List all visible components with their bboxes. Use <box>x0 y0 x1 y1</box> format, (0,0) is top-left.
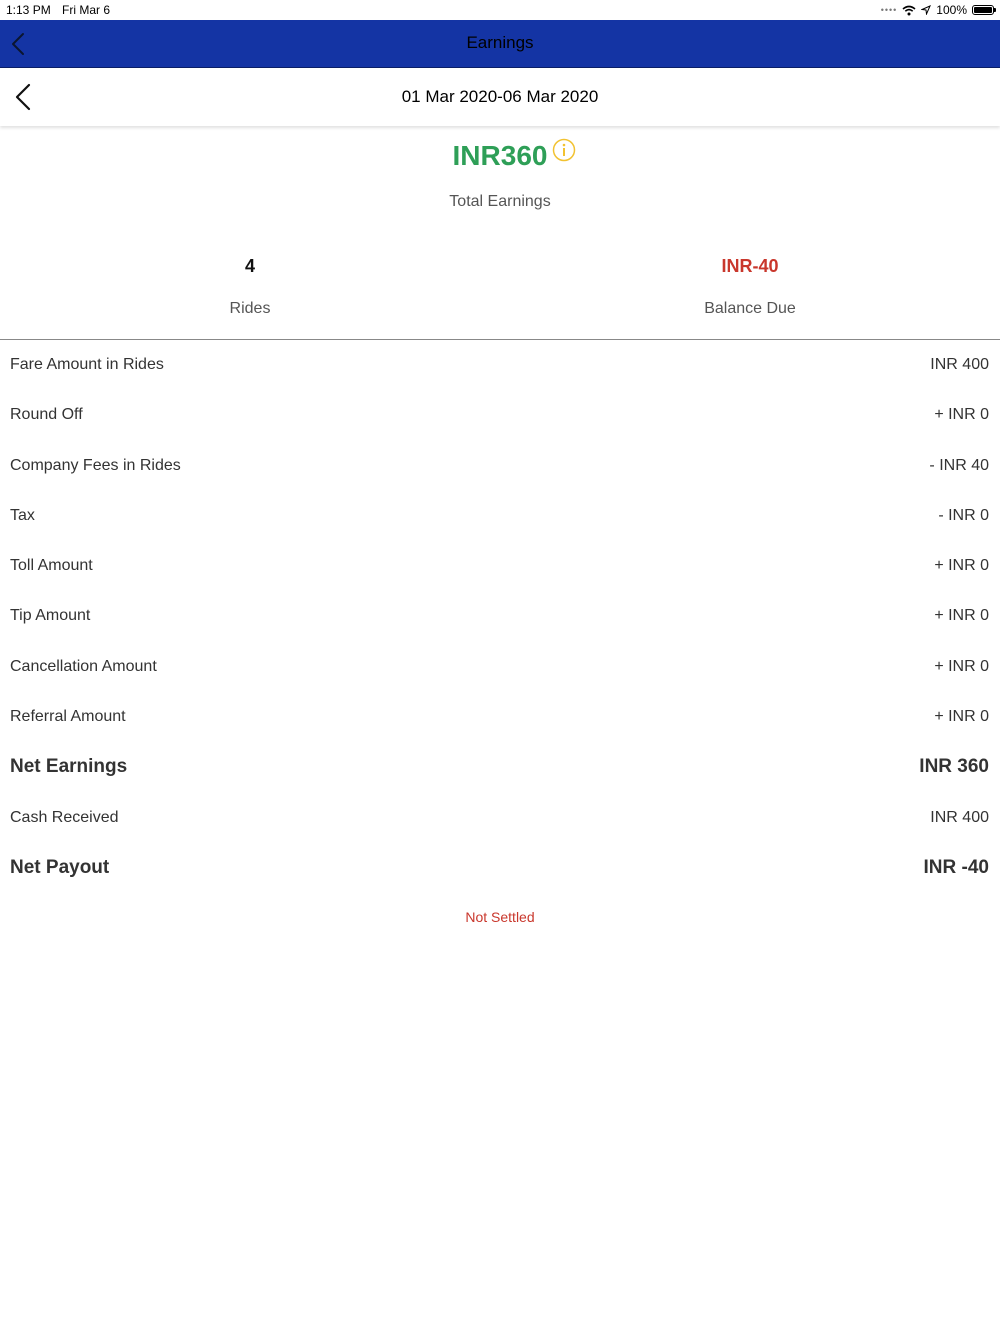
row-label: Company Fees in Rides <box>10 456 181 474</box>
cash-received-row <box>0 793 1000 843</box>
balance-due-amount: INR-40 <box>721 256 779 276</box>
net-payout-row <box>0 843 1000 893</box>
row-value: + INR 0 <box>934 708 989 726</box>
page-title: Earnings <box>466 33 534 52</box>
round-off-row <box>0 390 1000 440</box>
total-earnings-row <box>0 140 1000 172</box>
row-value: - INR 0 <box>938 506 989 524</box>
row-value: INR 400 <box>930 808 989 826</box>
row-label: Tax <box>10 506 35 524</box>
balance-due-label: Balance Due <box>704 300 796 317</box>
row-label: Tip Amount <box>10 607 91 625</box>
row-label: Cash Received <box>10 808 119 826</box>
row-label: Net Earnings <box>10 756 128 778</box>
fare-amount-row <box>0 340 1000 390</box>
wifi-icon <box>902 5 916 16</box>
info-icon[interactable] <box>552 138 576 162</box>
earnings-breakdown <box>0 340 1000 893</box>
rides-stat <box>0 256 500 318</box>
rides-label: Rides <box>229 300 271 317</box>
signal-icon: •••• <box>880 5 898 15</box>
row-value: + INR 0 <box>934 607 989 625</box>
battery-fill <box>974 7 992 13</box>
row-value: + INR 0 <box>934 657 989 675</box>
row-label: Toll Amount <box>10 557 93 575</box>
toll-amount-row <box>0 541 1000 591</box>
nav-bar <box>0 20 1000 68</box>
row-label: Net Payout <box>10 856 110 878</box>
row-label: Referral Amount <box>10 708 126 726</box>
total-earnings-label: Total Earnings <box>449 193 551 210</box>
total-earnings-amount: INR360 <box>452 140 548 171</box>
status-left <box>6 3 118 17</box>
row-value: - INR 40 <box>929 456 989 474</box>
location-arrow-icon <box>921 5 931 15</box>
status-time: 1:13 PM <box>6 3 51 17</box>
cancellation-amount-row <box>0 642 1000 692</box>
row-label: Fare Amount in Rides <box>10 356 164 373</box>
row-value: INR 360 <box>919 756 989 778</box>
rides-count: 4 <box>244 256 255 276</box>
company-fees-row <box>0 441 1000 491</box>
date-range-header <box>0 68 1000 126</box>
status-bar <box>0 0 1000 20</box>
balance-due-stat <box>500 256 1000 318</box>
row-value: + INR 0 <box>934 406 989 424</box>
row-label: Cancellation Amount <box>10 657 157 675</box>
row-value: + INR 0 <box>934 557 989 575</box>
status-date: Fri Mar 6 <box>62 3 111 17</box>
tip-amount-row <box>0 591 1000 641</box>
date-range-label: 01 Mar 2020-06 Mar 2020 <box>401 87 599 106</box>
row-value: INR 400 <box>930 356 989 373</box>
settlement-status: Not Settled <box>465 909 535 925</box>
tax-row <box>0 491 1000 541</box>
battery-icon <box>972 5 994 15</box>
net-earnings-row <box>0 742 1000 792</box>
referral-amount-row <box>0 692 1000 742</box>
row-value: INR -40 <box>923 856 989 878</box>
battery-percent: 100% <box>936 3 967 17</box>
row-label: Round Off <box>10 406 83 424</box>
status-right <box>881 3 994 17</box>
